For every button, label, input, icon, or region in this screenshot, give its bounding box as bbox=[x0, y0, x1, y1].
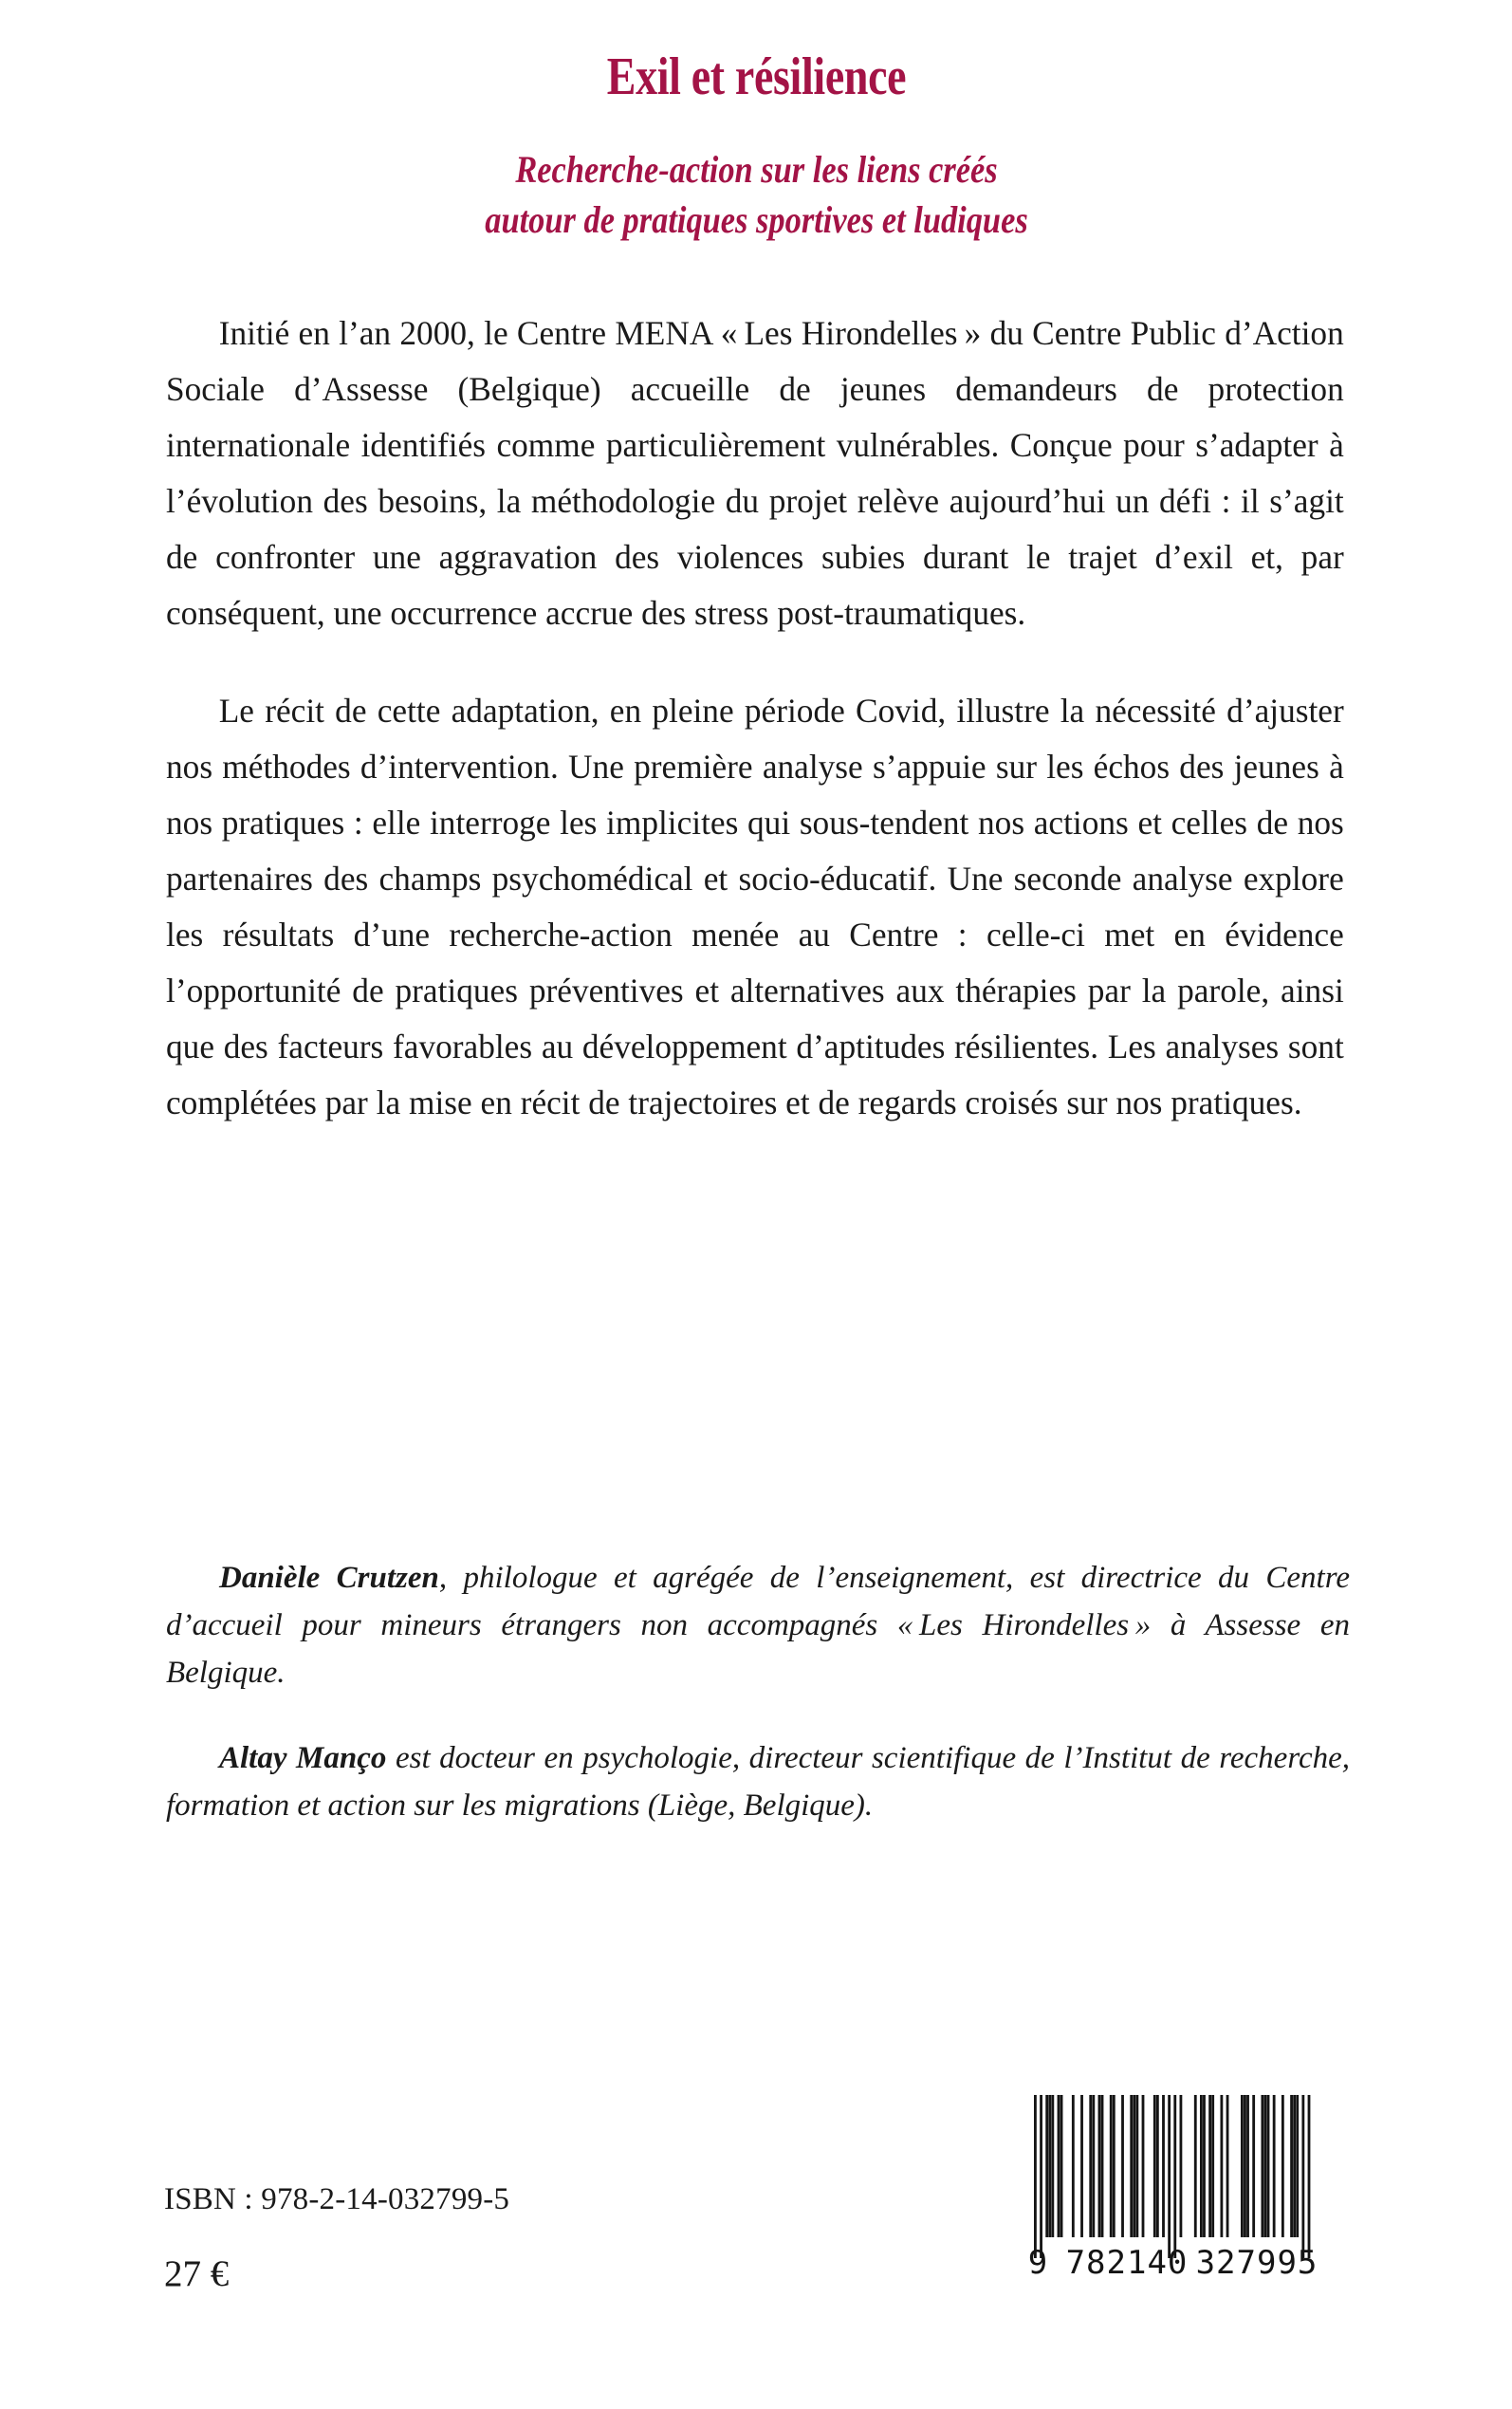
author-bios-block bbox=[166, 1554, 1350, 1867]
author-bio-text-1: , philologue et agrégée de l’enseignement, est directrice du Centre d’accueil pour mineurs étrangers non accompagnés « Les Hirondelles » à Assesse en Belgique. bbox=[166, 1561, 1350, 1690]
author-bio-1 bbox=[166, 1554, 1350, 1696]
ean13-barcode bbox=[1015, 2084, 1352, 2285]
price-label: 27 € bbox=[164, 2253, 230, 2295]
book-subtitle-line-1: Recherche-action sur les liens créés bbox=[515, 147, 998, 191]
author-name-1: Danièle Crutzen bbox=[219, 1561, 439, 1595]
author-bio-2 bbox=[166, 1734, 1350, 1829]
title-block bbox=[166, 49, 1347, 244]
blurb-paragraph-1: Initié en l’an 2000, le Centre MENA « Les Hirondelles » du Centre Public d’Action Sociale d’Assesse (Belgique) accueille de jeunes demandeurs de protection internationale identifiés comme particulièrement vulnérables. Conçue pour s’adapter à l’évolution des besoins, la méthodologie du projet relève aujourd’hui un défi : il s’agit de confronter une aggravation des violences subies durant le trajet d’exil et, par conséquent, une occurrence accrue des stress post-traumatiques. bbox=[166, 314, 1344, 632]
blurb-paragraph-2: Le récit de cette adaptation, en pleine période Covid, illustre la nécessité d’ajuster nos méthodes d’intervention. Une première analyse s’appuie sur les échos des jeunes à nos pratiques : elle interroge les implicites qui sous-tendent nos actions et celles de nos partenaires des champs psychomédical et socio-éducatif. Une seconde analyse explore les résultats d’une recherche-action menée au Centre : celle-ci met en évidence l’opportunité de pratiques préventives et alternatives aux thérapies par la parole, ainsi que des facteurs favorables au développement d’aptitudes résilientes. Les analyses sont complétées par la mise en récit de trajectoires et de regards croisés sur nos pratiques. bbox=[166, 692, 1344, 1121]
barcode-right-group: 327995 bbox=[1195, 2244, 1318, 2282]
blurb-text-block bbox=[166, 306, 1350, 1173]
book-title: Exil et résilience bbox=[606, 47, 907, 106]
author-name-2: Altay Manço bbox=[219, 1741, 387, 1775]
isbn-label: ISBN : 978-2-14-032799-5 bbox=[164, 2182, 510, 2216]
author-bio-text-2: est docteur en psychologie, directeur scientifique de l’Institut de recherche, formation et action sur les migrations (Liège, Belgique). bbox=[166, 1741, 1350, 1823]
barcode-lead-digit: 9 bbox=[1027, 2244, 1048, 2282]
barcode-svg bbox=[1015, 2084, 1352, 2285]
barcode-left-group: 782140 bbox=[1065, 2244, 1189, 2282]
book-subtitle-line-2: autour de pratiques sportives et ludiques bbox=[485, 197, 1028, 241]
footer-info-block bbox=[164, 2182, 828, 2295]
